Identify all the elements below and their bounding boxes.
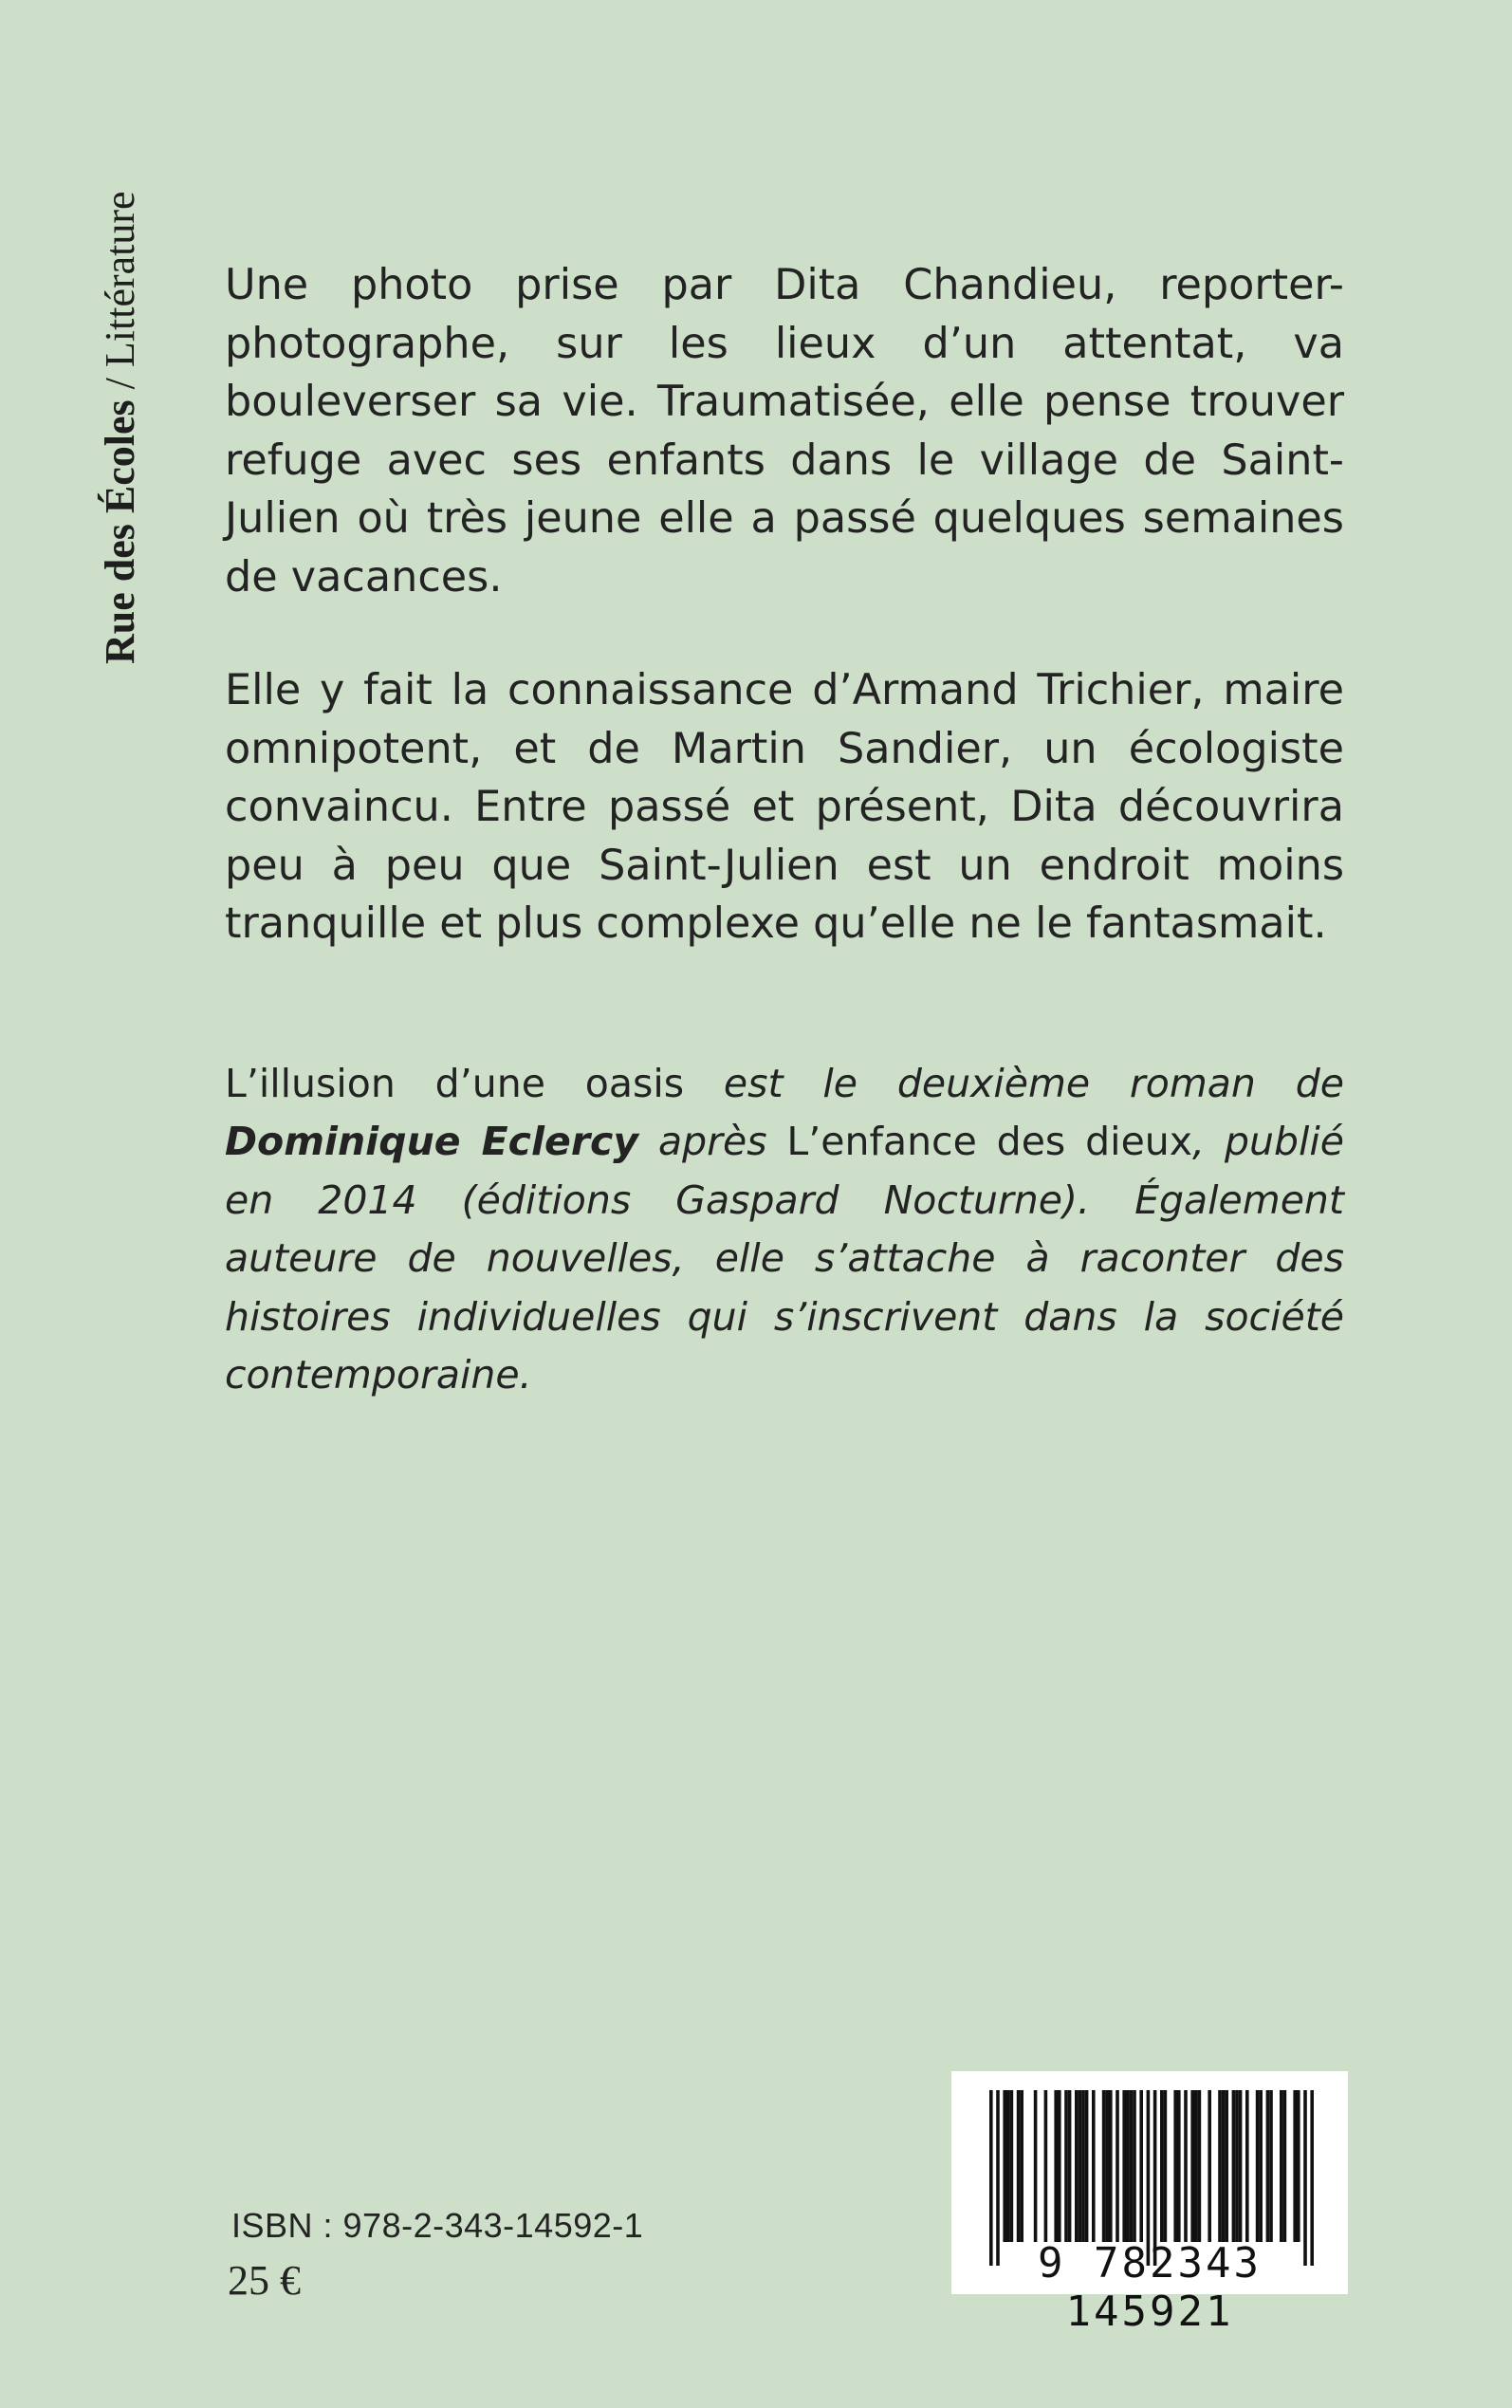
barcode-bar	[1173, 2090, 1177, 2242]
barcode-bar	[1184, 2090, 1188, 2242]
barcode-bar	[1102, 2090, 1106, 2242]
price: 25 €	[228, 2257, 301, 2304]
previous-book-title: L’enfance des dieux	[786, 1119, 1193, 1164]
barcode-bar	[1044, 2090, 1048, 2242]
author-note-text-2: après	[638, 1119, 787, 1164]
barcode-bar	[1130, 2090, 1134, 2242]
barcode-bar	[1006, 2090, 1010, 2242]
barcode-bar	[1092, 2090, 1096, 2242]
book-title: L’illusion d’une oasis	[225, 1060, 685, 1106]
barcode-bar	[1256, 2090, 1260, 2242]
barcode-bar	[1222, 2090, 1226, 2242]
barcode-bar	[1017, 2090, 1021, 2242]
barcode-bar	[1259, 2090, 1263, 2242]
barcode-bar	[1109, 2090, 1113, 2242]
barcode-bar	[1198, 2090, 1202, 2242]
barcode-bar	[1068, 2090, 1072, 2242]
blurb-paragraph-1: Une photo prise par Dita Chandieu, reporter-photographe, sur les lieux d’un attentat, va bouleverser sa vie. Traumatisée, elle pense trouver refuge avec ses enfants dans le village de Saint-Julien où très jeune elle a passé quelques semaines de vacances.	[225, 261, 1344, 602]
barcode-bar	[1003, 2090, 1006, 2242]
barcode-bar	[1225, 2090, 1228, 2242]
barcode-bar	[1194, 2090, 1198, 2242]
barcode-bar	[1232, 2090, 1236, 2242]
author-note-text-3: , publié en 2014 (éditions Gaspard Nocturne). Également auteure de nouvelles, elle s’attache à raconter des histoires individuelles qui s’inscrivent dans la société contemporaine.	[225, 1119, 1344, 1398]
spine-text	[96, 191, 144, 664]
barcode-bar	[1058, 2090, 1061, 2242]
barcode-bar	[1160, 2090, 1164, 2242]
barcode-bar	[1164, 2090, 1168, 2242]
spine-series: Rue des Écoles	[97, 399, 143, 664]
barcode-bar	[1266, 2090, 1270, 2242]
barcode-bar	[1034, 2090, 1038, 2242]
barcode-bar	[1133, 2090, 1136, 2242]
barcode-bar	[1239, 2090, 1243, 2242]
barcode-bar	[1020, 2090, 1023, 2242]
barcode-bar	[1010, 2090, 1014, 2242]
barcode-bar	[1269, 2090, 1273, 2242]
barcode-bar	[1283, 2090, 1287, 2242]
barcode-bar	[1297, 2090, 1300, 2242]
barcode-bar	[1105, 2090, 1109, 2242]
barcode-bar	[1064, 2090, 1068, 2242]
barcode-bar	[1085, 2090, 1089, 2242]
author-note	[225, 1055, 1344, 1405]
blurb-paragraph-2: Elle y fait la connaissance d’Armand Trichier, maire omnipotent, et de Martin Sandier, un écologiste convaincu. Entre passé et présent, Dita découvrira peu à peu que Saint-Julien est un endroit moins tranquille et plus complexe qu’elle ne le fantasmait.	[225, 666, 1344, 948]
barcode-bar	[1054, 2090, 1058, 2242]
spine-label	[95, 104, 142, 674]
barcode-bar	[1208, 2090, 1211, 2242]
barcode-bar	[1235, 2090, 1239, 2242]
spine-category: Littérature	[97, 191, 143, 368]
back-cover-text	[225, 256, 1344, 1444]
barcode-bar	[1190, 2090, 1194, 2242]
author-name: Dominique Eclercy	[225, 1119, 639, 1164]
barcode-bar	[1079, 2090, 1082, 2242]
barcode-bar	[1245, 2090, 1249, 2242]
barcode-bar	[1075, 2090, 1079, 2242]
barcode-bar	[1177, 2090, 1181, 2242]
barcode-bar	[1126, 2090, 1130, 2242]
barcode-bar	[1122, 2090, 1126, 2242]
isbn: ISBN : 978-2-343-14592-1	[231, 2206, 644, 2245]
barcode-bar	[1139, 2090, 1143, 2242]
barcode-digits: 9 782343 145921	[1038, 2239, 1262, 2336]
barcode-bar	[1280, 2090, 1283, 2242]
barcode-bar	[1293, 2090, 1297, 2242]
spine-separator: /	[97, 367, 143, 400]
author-note-text-1: est le deuxième roman de	[684, 1060, 1344, 1106]
barcode-bar	[1081, 2090, 1085, 2242]
barcode	[951, 2071, 1348, 2336]
barcode-bar	[1116, 2090, 1119, 2242]
barcode-bar	[1218, 2090, 1222, 2242]
